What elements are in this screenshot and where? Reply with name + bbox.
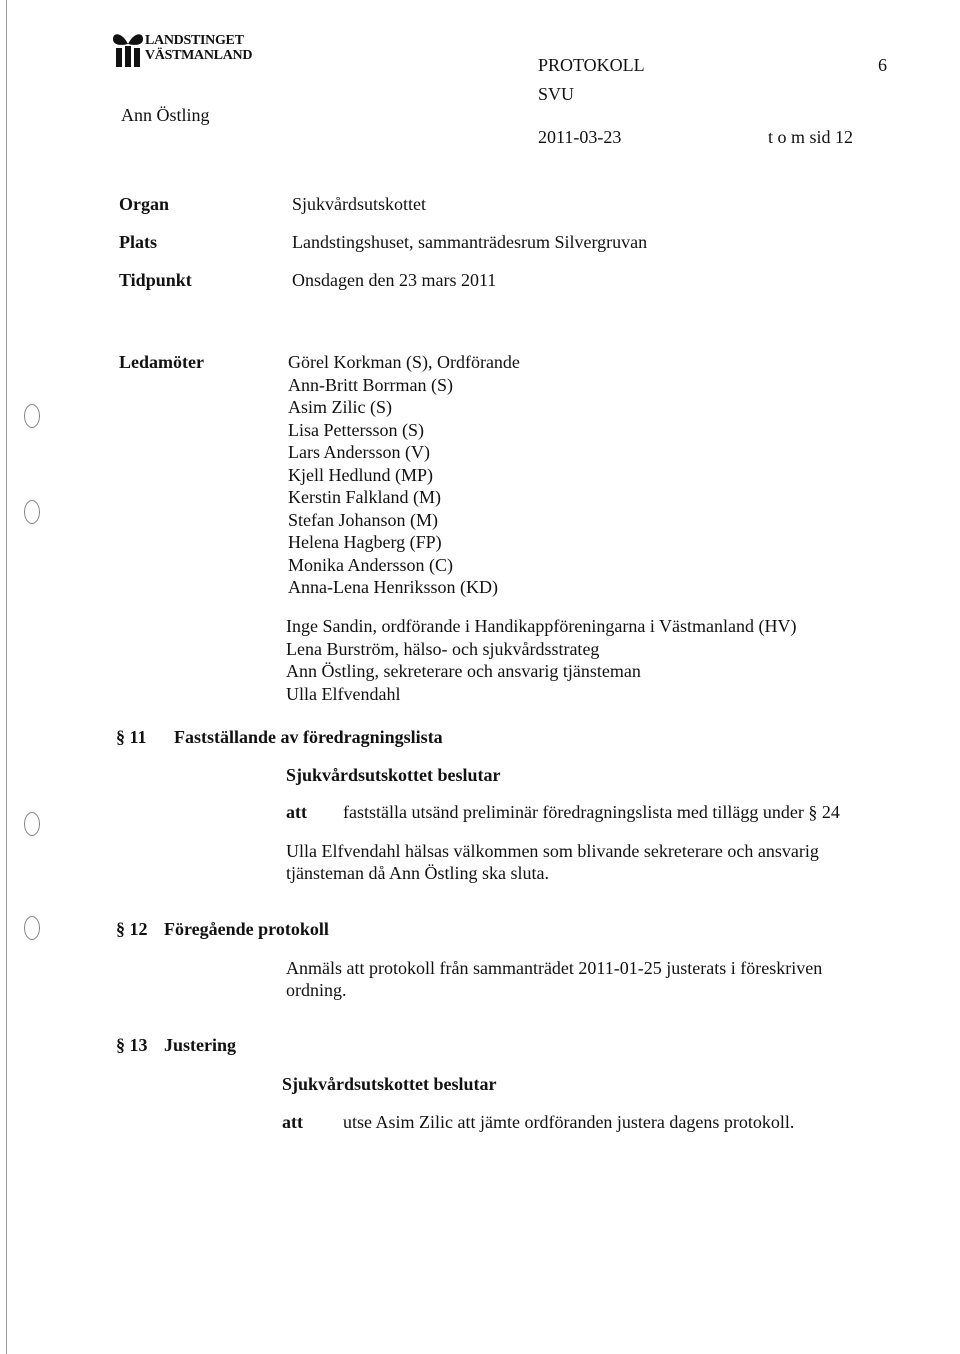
section-text-line: Anmäls att protokoll från sammanträdet 2011-01-25 justerats i föreskriven <box>286 958 823 978</box>
organ-value: Sjukvårdsutskottet <box>292 194 426 214</box>
att-keyword: att <box>282 1112 303 1132</box>
binder-hole-mark <box>24 812 40 836</box>
member-item: Asim Zilic (S) <box>288 397 392 417</box>
member-item: Stefan Johanson (M) <box>288 509 438 530</box>
note-line: Ulla Elfvendahl hälsas välkommen som blivande sekreterare och ansvarig <box>286 841 819 861</box>
page-margin-rule <box>6 0 7 1354</box>
logo-text-line1: LANDSTINGET <box>145 33 244 48</box>
section-number: § 13 <box>116 1035 148 1055</box>
decision-heading: Sjukvårdsutskottet beslutar <box>282 1074 497 1094</box>
attendee-item: Ulla Elfvendahl <box>286 683 401 704</box>
member-item: Monika Andersson (C) <box>288 554 453 575</box>
page-number: 6 <box>878 55 887 75</box>
plats-label: Plats <box>119 232 157 252</box>
section-title: Justering <box>164 1035 236 1055</box>
member-item: Ann-Britt Borrman (S) <box>288 374 453 395</box>
page-range: t o m sid 12 <box>768 127 854 147</box>
author-name: Ann Östling <box>121 105 210 125</box>
decision-heading: Sjukvårdsutskottet beslutar <box>286 765 501 785</box>
members-list <box>288 351 520 599</box>
member-item: Helena Hagberg (FP) <box>288 532 442 552</box>
tidpunkt-value: Onsdagen den 23 mars 2011 <box>292 270 497 290</box>
members-label: Ledamöter <box>119 352 204 372</box>
attendee-item: Lena Burström, hälso- och sjukvårdsstrateg <box>286 638 600 659</box>
member-item: Lars Andersson (V) <box>288 442 430 462</box>
member-item: Kerstin Falkland (M) <box>288 487 441 507</box>
organ-label: Organ <box>119 194 170 214</box>
member-item: Anna-Lena Henriksson (KD) <box>288 577 498 597</box>
section-number: § 12 <box>116 919 148 939</box>
decision-text: fastställa utsänd preliminär föredragningslista med tillägg under § 24 <box>343 802 840 822</box>
attendee-item: Ann Östling, sekreterare och ansvarig tjänsteman <box>286 661 641 681</box>
member-item: Görel Korkman (S), Ordförande <box>288 352 520 372</box>
att-keyword: att <box>286 802 307 822</box>
member-item: Kjell Hedlund (MP) <box>288 464 433 485</box>
logo-text-line2: VÄSTMANLAND <box>145 48 253 63</box>
tidpunkt-label: Tidpunkt <box>119 270 192 290</box>
landsting-logo-icon <box>112 28 144 68</box>
binder-hole-mark <box>24 500 40 524</box>
committee-abbr: SVU <box>538 84 575 104</box>
plats-value: Landstingshuset, sammanträdesrum Silvergruvan <box>292 232 648 252</box>
other-attendees-list <box>286 615 797 705</box>
member-item: Lisa Pettersson (S) <box>288 419 424 440</box>
binder-hole-mark <box>24 404 40 428</box>
binder-hole-mark <box>24 916 40 940</box>
section-title: Föregående protokoll <box>164 919 329 939</box>
organization-name <box>145 33 252 63</box>
document-type: PROTOKOLL <box>538 55 645 75</box>
section-number: § 11 <box>116 727 147 747</box>
section-text-line: ordning. <box>286 980 347 1000</box>
document-date: 2011-03-23 <box>538 127 622 147</box>
note-line: tjänsteman då Ann Östling ska sluta. <box>286 863 549 883</box>
decision-text: utse Asim Zilic att jämte ordföranden justera dagens protokoll. <box>343 1112 795 1132</box>
attendee-item: Inge Sandin, ordförande i Handikappföreningarna i Västmanland (HV) <box>286 616 797 636</box>
section-title: Fastställande av föredragningslista <box>174 727 443 747</box>
